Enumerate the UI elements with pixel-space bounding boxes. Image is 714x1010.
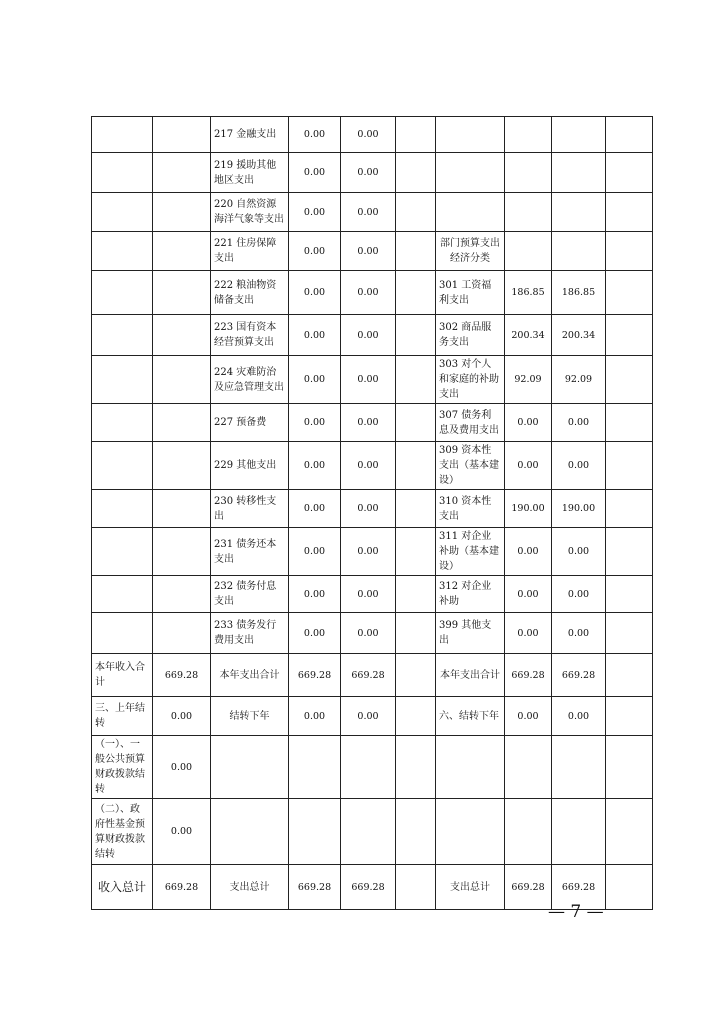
- table-cell-c0: [92, 576, 153, 613]
- table-row: [92, 736, 653, 799]
- table-cell-c1: 669.28: [153, 865, 211, 910]
- budget-table: [91, 116, 653, 910]
- table-cell-c5: [396, 613, 436, 654]
- table-cell-c6: [436, 117, 505, 153]
- table-cell-c5: [396, 736, 436, 799]
- table-cell-c5: [396, 442, 436, 490]
- table-cell-c4: 0.00: [341, 404, 396, 442]
- table-cell-c6: 本年支出合计: [436, 654, 505, 697]
- table-row: [92, 799, 653, 865]
- table-cell-c2: 231 债务还本支出: [211, 528, 289, 576]
- table-row: [92, 654, 653, 697]
- table-cell-c5: [396, 315, 436, 356]
- table-cell-c2: 217 金融支出: [211, 117, 289, 153]
- table-row: [92, 442, 653, 490]
- table-cell-c3: 0.00: [289, 528, 341, 576]
- table-cell-c1: 0.00: [153, 697, 211, 736]
- table-cell-c9: [606, 654, 653, 697]
- table-cell-c7: 92.09: [505, 356, 552, 404]
- table-cell-c5: [396, 528, 436, 576]
- table-cell-c9: [606, 736, 653, 799]
- table-cell-c5: [396, 799, 436, 865]
- table-cell-c3: 669.28: [289, 865, 341, 910]
- table-cell-c6: 支出总计: [436, 865, 505, 910]
- table-cell-c8: [552, 153, 606, 193]
- table-cell-c7: 0.00: [505, 442, 552, 490]
- table-cell-c8: [552, 117, 606, 153]
- table-cell-c3: 0.00: [289, 356, 341, 404]
- table-cell-c2: 223 国有资本经营预算支出: [211, 315, 289, 356]
- table-cell-c7: 0.00: [505, 697, 552, 736]
- table-cell-c1: [153, 117, 211, 153]
- table-cell-c2: [211, 799, 289, 865]
- table-cell-c3: 0.00: [289, 576, 341, 613]
- table-cell-c4: [341, 736, 396, 799]
- table-cell-c7: 0.00: [505, 404, 552, 442]
- table-cell-c8: 0.00: [552, 576, 606, 613]
- table-cell-c0: [92, 315, 153, 356]
- table-cell-c8: 190.00: [552, 490, 606, 528]
- table-cell-c6: 部门预算支出经济分类: [436, 232, 505, 271]
- table-cell-c9: [606, 613, 653, 654]
- table-cell-c1: 669.28: [153, 654, 211, 697]
- table-cell-c4: 0.00: [341, 232, 396, 271]
- table-cell-c6: [436, 193, 505, 232]
- table-cell-c6: 六、结转下年: [436, 697, 505, 736]
- table-cell-c1: [153, 232, 211, 271]
- table-cell-c4: 0.00: [341, 490, 396, 528]
- table-cell-c4: 0.00: [341, 613, 396, 654]
- table-cell-c3: 0.00: [289, 117, 341, 153]
- table-cell-c4: 0.00: [341, 576, 396, 613]
- table-cell-c3: 0.00: [289, 613, 341, 654]
- table-cell-c0: [92, 117, 153, 153]
- table-cell-c7: 186.85: [505, 271, 552, 315]
- table-cell-c5: [396, 356, 436, 404]
- table-cell-c9: [606, 232, 653, 271]
- table-cell-c3: 0.00: [289, 271, 341, 315]
- table-row: [92, 576, 653, 613]
- table-cell-c8: [552, 799, 606, 865]
- table-cell-c8: 0.00: [552, 442, 606, 490]
- table-cell-c9: [606, 117, 653, 153]
- table-cell-c1: [153, 404, 211, 442]
- table-cell-c8: 669.28: [552, 654, 606, 697]
- table-cell-c0: [92, 613, 153, 654]
- table-cell-c0: [92, 490, 153, 528]
- table-cell-c1: [153, 356, 211, 404]
- table-cell-c8: 200.34: [552, 315, 606, 356]
- table-cell-c9: [606, 271, 653, 315]
- table-cell-c2: 221 住房保障支出: [211, 232, 289, 271]
- table-cell-c7: 0.00: [505, 576, 552, 613]
- table-cell-c8: 186.85: [552, 271, 606, 315]
- table-cell-c1: [153, 528, 211, 576]
- table-row: [92, 271, 653, 315]
- table-cell-c3: 0.00: [289, 315, 341, 356]
- table-cell-c6: 310 资本性支出: [436, 490, 505, 528]
- table-cell-c4: 0.00: [341, 117, 396, 153]
- table-cell-c1: [153, 576, 211, 613]
- table-cell-c7: [505, 193, 552, 232]
- table-row: [92, 528, 653, 576]
- table-cell-c2: 219 援助其他地区支出: [211, 153, 289, 193]
- table-cell-c2: 230 转移性支出: [211, 490, 289, 528]
- table-cell-c8: 92.09: [552, 356, 606, 404]
- table-cell-c6: 309 资本性支出（基本建设）: [436, 442, 505, 490]
- table-cell-c2: 224 灾难防治及应急管理支出: [211, 356, 289, 404]
- table-cell-c3: [289, 799, 341, 865]
- table-cell-c7: [505, 117, 552, 153]
- table-cell-c7: 200.34: [505, 315, 552, 356]
- table-cell-c6: [436, 736, 505, 799]
- table-cell-c2: 229 其他支出: [211, 442, 289, 490]
- table-cell-c6: 399 其他支出: [436, 613, 505, 654]
- table-cell-c4: 0.00: [341, 315, 396, 356]
- table-cell-c7: [505, 799, 552, 865]
- table-cell-c1: [153, 315, 211, 356]
- table-cell-c1: 0.00: [153, 736, 211, 799]
- table-cell-c6: 303 对个人和家庭的补助支出: [436, 356, 505, 404]
- table-cell-c1: [153, 271, 211, 315]
- table-cell-c0: （一）、一般公共预算财政拨款结转: [92, 736, 153, 799]
- table-row: [92, 697, 653, 736]
- table-cell-c7: 190.00: [505, 490, 552, 528]
- table-cell-c5: [396, 271, 436, 315]
- table-cell-c5: [396, 153, 436, 193]
- table-cell-c8: 0.00: [552, 613, 606, 654]
- table-cell-c9: [606, 576, 653, 613]
- table-cell-c0: （二）、政府性基金预算财政拨款结转: [92, 799, 153, 865]
- table-cell-c2: 233 债务发行费用支出: [211, 613, 289, 654]
- table-cell-c1: [153, 442, 211, 490]
- table-cell-c4: 0.00: [341, 528, 396, 576]
- table-row: [92, 193, 653, 232]
- table-cell-c8: 669.28: [552, 865, 606, 910]
- table-cell-c9: [606, 865, 653, 910]
- table-cell-c6: 311 对企业补助（基本建设）: [436, 528, 505, 576]
- table-cell-c0: [92, 153, 153, 193]
- table-cell-c0: [92, 271, 153, 315]
- table-cell-c7: [505, 153, 552, 193]
- table-cell-c2: 220 自然资源海洋气象等支出: [211, 193, 289, 232]
- table-cell-c5: [396, 404, 436, 442]
- table-cell-c7: [505, 232, 552, 271]
- table-cell-c7: 669.28: [505, 654, 552, 697]
- table-cell-c9: [606, 442, 653, 490]
- table-cell-c2: 227 预备费: [211, 404, 289, 442]
- table-cell-c6: 301 工资福利支出: [436, 271, 505, 315]
- table-cell-c4: 0.00: [341, 193, 396, 232]
- table-cell-c0: [92, 232, 153, 271]
- table-cell-c3: 0.00: [289, 404, 341, 442]
- table-cell-c6: [436, 799, 505, 865]
- table-cell-c8: 0.00: [552, 404, 606, 442]
- table-cell-c5: [396, 697, 436, 736]
- table-cell-c1: [153, 613, 211, 654]
- table-row: [92, 117, 653, 153]
- table-row: [92, 232, 653, 271]
- table-cell-c8: [552, 736, 606, 799]
- table-cell-c6: [436, 153, 505, 193]
- table-cell-c3: 669.28: [289, 654, 341, 697]
- table-row: [92, 404, 653, 442]
- table-cell-c0: 三、上年结转: [92, 697, 153, 736]
- table-row: [92, 153, 653, 193]
- table-cell-c0: [92, 404, 153, 442]
- table-cell-c4: 669.28: [341, 654, 396, 697]
- table-cell-c1: 0.00: [153, 799, 211, 865]
- table-cell-c3: 0.00: [289, 697, 341, 736]
- table-cell-c5: [396, 654, 436, 697]
- table-cell-c3: 0.00: [289, 490, 341, 528]
- table-cell-c8: 0.00: [552, 697, 606, 736]
- table-cell-c0: [92, 356, 153, 404]
- table-cell-c2: 支出总计: [211, 865, 289, 910]
- table-cell-c0: [92, 193, 153, 232]
- table-cell-c9: [606, 404, 653, 442]
- table-cell-c3: 0.00: [289, 442, 341, 490]
- table-cell-c7: 0.00: [505, 613, 552, 654]
- table-row: [92, 315, 653, 356]
- table-cell-c9: [606, 528, 653, 576]
- table-cell-c3: 0.00: [289, 153, 341, 193]
- table-cell-c9: [606, 697, 653, 736]
- table-cell-c7: [505, 736, 552, 799]
- table-cell-c2: 222 粮油物资储备支出: [211, 271, 289, 315]
- table-cell-c2: 本年支出合计: [211, 654, 289, 697]
- table-cell-c9: [606, 315, 653, 356]
- table-cell-c4: 0.00: [341, 442, 396, 490]
- table-cell-c9: [606, 193, 653, 232]
- table-cell-c5: [396, 193, 436, 232]
- table-cell-c0: [92, 528, 153, 576]
- table-cell-c9: [606, 799, 653, 865]
- table-cell-c0: [92, 442, 153, 490]
- table-cell-c7: 0.00: [505, 528, 552, 576]
- table-cell-c1: [153, 490, 211, 528]
- table-cell-c8: [552, 232, 606, 271]
- table-cell-c0: 本年收入合计: [92, 654, 153, 697]
- table-cell-c5: [396, 865, 436, 910]
- table-cell-c7: 669.28: [505, 865, 552, 910]
- table-cell-c9: [606, 356, 653, 404]
- table-cell-c3: 0.00: [289, 232, 341, 271]
- table-cell-c5: [396, 490, 436, 528]
- table-cell-c8: [552, 193, 606, 232]
- table-row: [92, 490, 653, 528]
- table-cell-c4: 669.28: [341, 865, 396, 910]
- table-cell-c6: 307 债务利息及费用支出: [436, 404, 505, 442]
- table-cell-c9: [606, 490, 653, 528]
- table-cell-c1: [153, 193, 211, 232]
- table-cell-c2: [211, 736, 289, 799]
- table-cell-c8: 0.00: [552, 528, 606, 576]
- table-cell-c5: [396, 117, 436, 153]
- table-cell-c4: 0.00: [341, 271, 396, 315]
- table-cell-c6: 312 对企业补助: [436, 576, 505, 613]
- table-cell-c4: [341, 799, 396, 865]
- table-cell-c2: 232 债务付息支出: [211, 576, 289, 613]
- table-cell-c4: 0.00: [341, 356, 396, 404]
- table-cell-c4: 0.00: [341, 697, 396, 736]
- table-cell-c3: [289, 736, 341, 799]
- table-row: [92, 613, 653, 654]
- table-cell-c9: [606, 153, 653, 193]
- table-cell-c1: [153, 153, 211, 193]
- table-cell-c6: 302 商品服务支出: [436, 315, 505, 356]
- table-cell-c5: [396, 576, 436, 613]
- table-cell-c3: 0.00: [289, 193, 341, 232]
- table-row: [92, 356, 653, 404]
- table-cell-c2: 结转下年: [211, 697, 289, 736]
- table-cell-c5: [396, 232, 436, 271]
- page-number: — 7 —: [548, 902, 604, 922]
- table-cell-c4: 0.00: [341, 153, 396, 193]
- table-cell-c0: 收入总计: [92, 865, 153, 910]
